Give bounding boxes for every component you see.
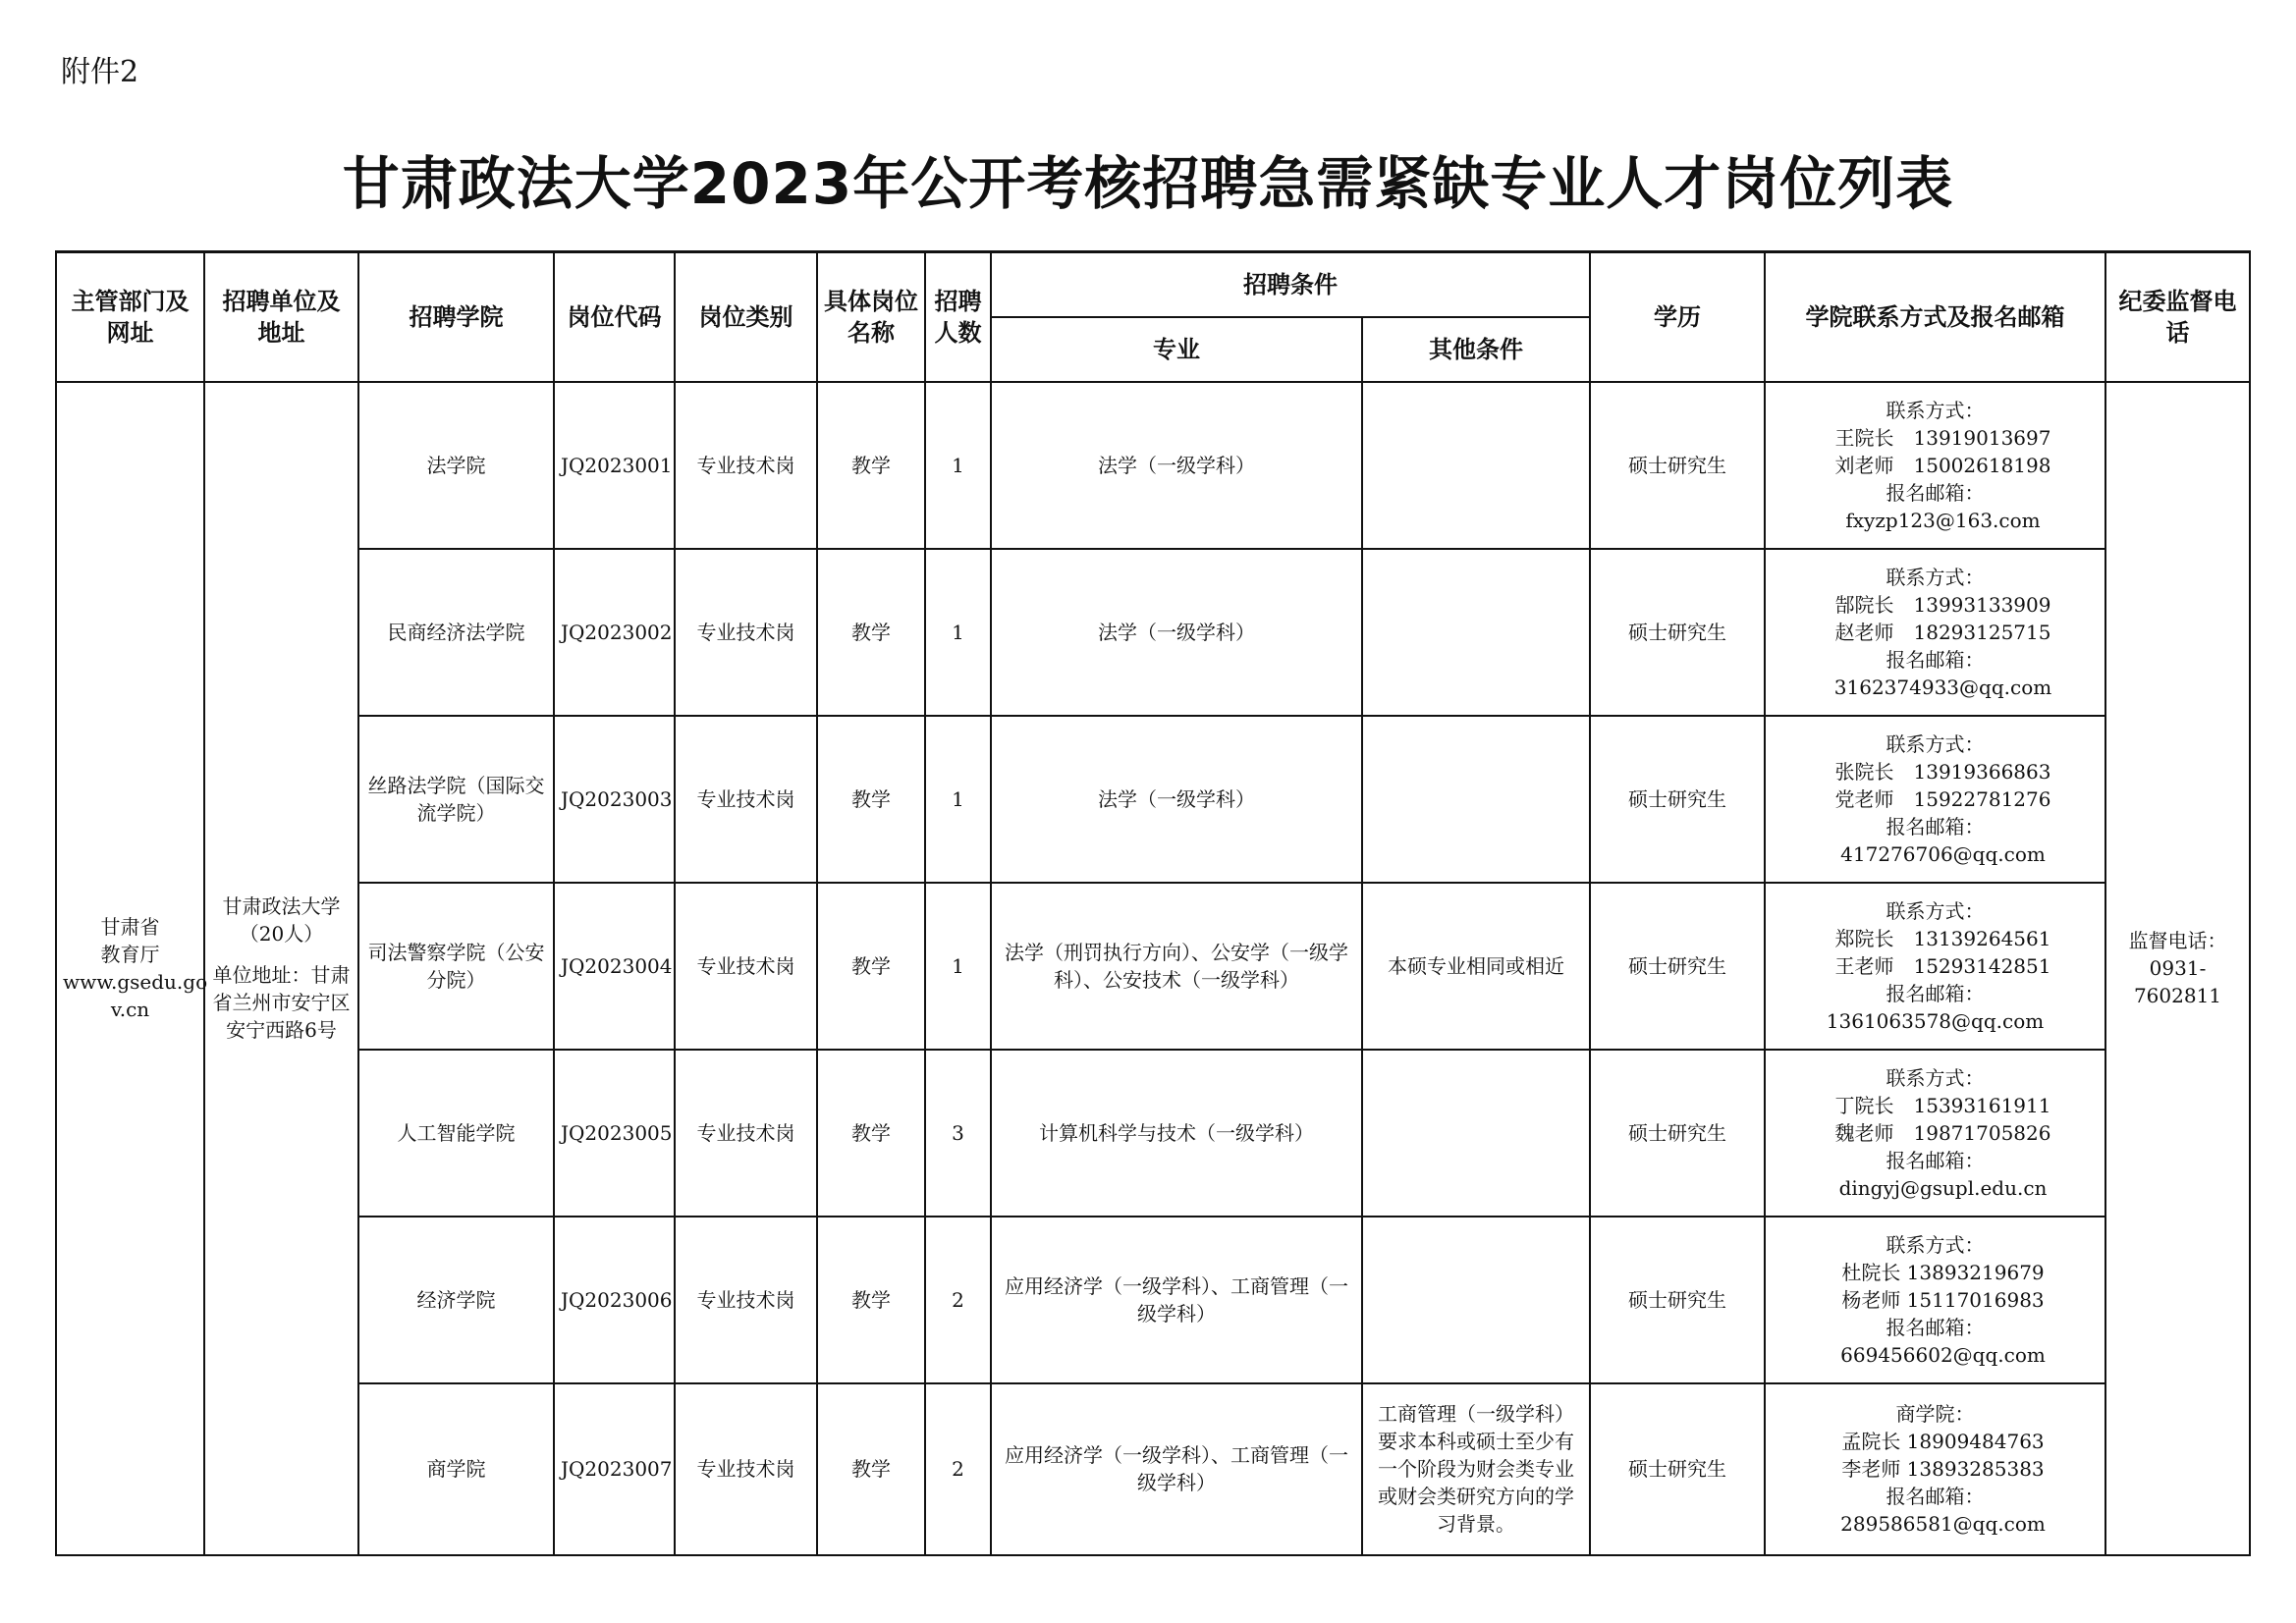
position-cell: 教学 — [817, 716, 925, 883]
count-cell: 2 — [925, 1217, 991, 1383]
contact-cell — [1765, 382, 2105, 549]
contact-phone-2: 赵老师 18293125715 — [1834, 620, 2051, 644]
contact-mail-label: 报名邮箱： — [1886, 981, 1985, 1005]
college-cell: 司法警察学院（公安分院） — [358, 883, 554, 1050]
supervision-phone-1: 0931- — [2149, 956, 2207, 980]
table-row — [56, 1217, 2250, 1383]
position-cell: 教学 — [817, 1383, 925, 1555]
college-cell: 经济学院 — [358, 1217, 554, 1383]
major-cell: 法学（一级学科） — [991, 549, 1362, 716]
contact-head: 商学院： — [1895, 1402, 1975, 1426]
contact-cell — [1765, 1050, 2105, 1217]
contact-phone-1: 杜院长 13893219679 — [1841, 1260, 2045, 1284]
contact-mail[interactable]: fxyzp123@163.com — [1845, 508, 2041, 532]
count-cell: 1 — [925, 883, 991, 1050]
position-cell: 教学 — [817, 883, 925, 1050]
college-cell: 丝路法学院（国际交流学院） — [358, 716, 554, 883]
contact-cell — [1765, 716, 2105, 883]
contact-mail-label: 报名邮箱： — [1886, 814, 1985, 839]
contact-phone-2: 杨老师 15117016983 — [1841, 1287, 2045, 1312]
header-type: 岗位类别 — [675, 252, 817, 382]
type-cell: 专业技术岗 — [675, 1217, 817, 1383]
contact-head: 联系方式： — [1886, 898, 1985, 923]
position-cell: 教学 — [817, 549, 925, 716]
contact-mail-label: 报名邮箱： — [1886, 1315, 1985, 1339]
education-cell: 硕士研究生 — [1590, 883, 1765, 1050]
code-cell: JQ2023003 — [554, 716, 675, 883]
count-cell: 1 — [925, 716, 991, 883]
contact-head: 联系方式： — [1886, 565, 1985, 589]
type-cell: 专业技术岗 — [675, 1383, 817, 1555]
code-cell: JQ2023005 — [554, 1050, 675, 1217]
supervision-phone-2: 7602811 — [2133, 984, 2222, 1007]
header-supervision: 纪委监督电话 — [2105, 252, 2250, 382]
code-cell: JQ2023006 — [554, 1217, 675, 1383]
college-cell: 商学院 — [358, 1383, 554, 1555]
header-conditions: 招聘条件 — [991, 252, 1590, 317]
contact-phone-1: 王院长 13919013697 — [1834, 425, 2051, 450]
other-cell — [1362, 382, 1590, 549]
position-cell: 教学 — [817, 1050, 925, 1217]
other-cell: 本硕专业相同或相近 — [1362, 883, 1590, 1050]
header-education: 学历 — [1590, 252, 1765, 382]
contact-head: 联系方式： — [1886, 1065, 1985, 1090]
header-college: 招聘学院 — [358, 252, 554, 382]
contact-phone-1: 郑院长 13139264561 — [1834, 926, 2051, 950]
contact-head: 联系方式： — [1886, 731, 1985, 756]
contact-phone-1: 张院长 13919366863 — [1834, 759, 2051, 784]
contact-mail[interactable]: 289586581@qq.com — [1840, 1512, 2046, 1536]
major-cell: 应用经济学（一级学科）、工商管理（一级学科） — [991, 1383, 1362, 1555]
education-cell: 硕士研究生 — [1590, 1050, 1765, 1217]
dept-name-2: 教育厅 — [100, 943, 160, 966]
count-cell: 1 — [925, 382, 991, 549]
position-cell: 教学 — [817, 382, 925, 549]
contact-mail[interactable]: 669456602@qq.com — [1840, 1342, 2046, 1367]
table-row — [56, 549, 2250, 716]
header-count: 招聘人数 — [925, 252, 991, 382]
contact-phone-1: 郜院长 13993133909 — [1834, 592, 2051, 617]
other-cell — [1362, 549, 1590, 716]
code-cell: JQ2023002 — [554, 549, 675, 716]
major-cell: 计算机科学与技术（一级学科） — [991, 1050, 1362, 1217]
contact-phone-2: 李老师 13893285383 — [1841, 1457, 2045, 1481]
code-cell: JQ2023004 — [554, 883, 675, 1050]
contact-phone-2: 刘老师 15002618198 — [1834, 453, 2051, 477]
contact-phone-2: 魏老师 19871705826 — [1834, 1120, 2051, 1145]
unit-name: 甘肃政法大学 — [222, 894, 341, 918]
contact-phone-2: 党老师 15922781276 — [1834, 786, 2051, 811]
dept-name-1: 甘肃省 — [100, 915, 160, 939]
header-contact: 学院联系方式及报名邮箱 — [1765, 252, 2105, 382]
dept-url-1[interactable]: www.gsedu.go — [63, 970, 208, 994]
contact-cell — [1765, 1217, 2105, 1383]
college-cell: 人工智能学院 — [358, 1050, 554, 1217]
supervision-label: 监督电话： — [2128, 929, 2227, 952]
education-cell: 硕士研究生 — [1590, 716, 1765, 883]
contact-mail[interactable]: 417276706@qq.com — [1840, 841, 2046, 866]
education-cell: 硕士研究生 — [1590, 549, 1765, 716]
education-cell: 硕士研究生 — [1590, 1217, 1765, 1383]
table-row — [56, 1050, 2250, 1217]
contact-cell — [1765, 549, 2105, 716]
contact-phone-1: 丁院长 15393161911 — [1834, 1093, 2051, 1117]
table-row — [56, 382, 2250, 549]
contact-mail-label: 报名邮箱： — [1886, 647, 1985, 672]
other-cell — [1362, 716, 1590, 883]
type-cell: 专业技术岗 — [675, 1050, 817, 1217]
contact-phone-1: 孟院长 18909484763 — [1841, 1430, 2045, 1453]
page-title: 甘肃政法大学2023年公开考核招聘急需紧缺专业人才岗位列表 — [342, 150, 1954, 217]
code-cell: JQ2023001 — [554, 382, 675, 549]
college-cell: 法学院 — [358, 382, 554, 549]
unit-count: （20人） — [239, 922, 324, 946]
other-cell: 工商管理（一级学科）要求本科或硕士至少有一个阶段为财会类专业或财会类研究方向的学习背景。 — [1362, 1383, 1590, 1555]
table-row — [56, 883, 2250, 1050]
type-cell: 专业技术岗 — [675, 382, 817, 549]
unit-cell — [204, 382, 358, 1555]
other-cell — [1362, 1217, 1590, 1383]
major-cell: 法学（刑罚执行方向）、公安学（一级学科）、公安技术（一级学科） — [991, 883, 1362, 1050]
contact-mail-label: 报名邮箱： — [1886, 480, 1985, 505]
header-position: 具体岗位名称 — [817, 252, 925, 382]
count-cell: 3 — [925, 1050, 991, 1217]
contact-mail-label: 报名邮箱： — [1886, 1485, 1985, 1508]
count-cell: 2 — [925, 1383, 991, 1555]
header-dept: 主管部门及网址 — [56, 252, 204, 382]
count-cell: 1 — [925, 549, 991, 716]
contact-head: 联系方式： — [1886, 398, 1985, 422]
supervision-cell — [2105, 382, 2250, 1555]
contact-mail[interactable]: dingyj@gsupl.edu.cn — [1838, 1175, 2048, 1200]
unit-address: 单位地址：甘肃省兰州市安宁区安宁西路6号 — [212, 963, 351, 1042]
type-cell: 专业技术岗 — [675, 716, 817, 883]
type-cell: 专业技术岗 — [675, 549, 817, 716]
attachment-label: 附件2 — [61, 55, 139, 89]
education-cell: 硕士研究生 — [1590, 382, 1765, 549]
table-row — [56, 716, 2250, 883]
major-cell: 法学（一级学科） — [991, 716, 1362, 883]
contact-phone-2: 王老师 15293142851 — [1834, 953, 2051, 978]
header-code: 岗位代码 — [554, 252, 675, 382]
major-cell: 法学（一级学科） — [991, 382, 1362, 549]
dept-url-2[interactable]: v.cn — [110, 998, 150, 1021]
header-unit: 招聘单位及地址 — [204, 252, 358, 382]
contact-mail[interactable]: 1361063578@qq.com — [1826, 1008, 2045, 1033]
contact-mail[interactable]: 3162374933@qq.com — [1833, 675, 2052, 699]
college-cell: 民商经济法学院 — [358, 549, 554, 716]
position-cell: 教学 — [817, 1217, 925, 1383]
code-cell: JQ2023007 — [554, 1383, 675, 1555]
other-cell — [1362, 1050, 1590, 1217]
type-cell: 专业技术岗 — [675, 883, 817, 1050]
contact-mail-label: 报名邮箱： — [1886, 1148, 1985, 1172]
major-cell: 应用经济学（一级学科）、工商管理（一级学科） — [991, 1217, 1362, 1383]
education-cell: 硕士研究生 — [1590, 1383, 1765, 1555]
table-row — [56, 1383, 2250, 1555]
header-major: 专业 — [991, 317, 1362, 382]
header-other: 其他条件 — [1362, 317, 1590, 382]
contact-head: 联系方式： — [1886, 1232, 1985, 1257]
contact-cell — [1765, 883, 2105, 1050]
contact-cell — [1765, 1383, 2105, 1555]
job-table — [55, 250, 2251, 1556]
dept-cell — [56, 382, 208, 1555]
